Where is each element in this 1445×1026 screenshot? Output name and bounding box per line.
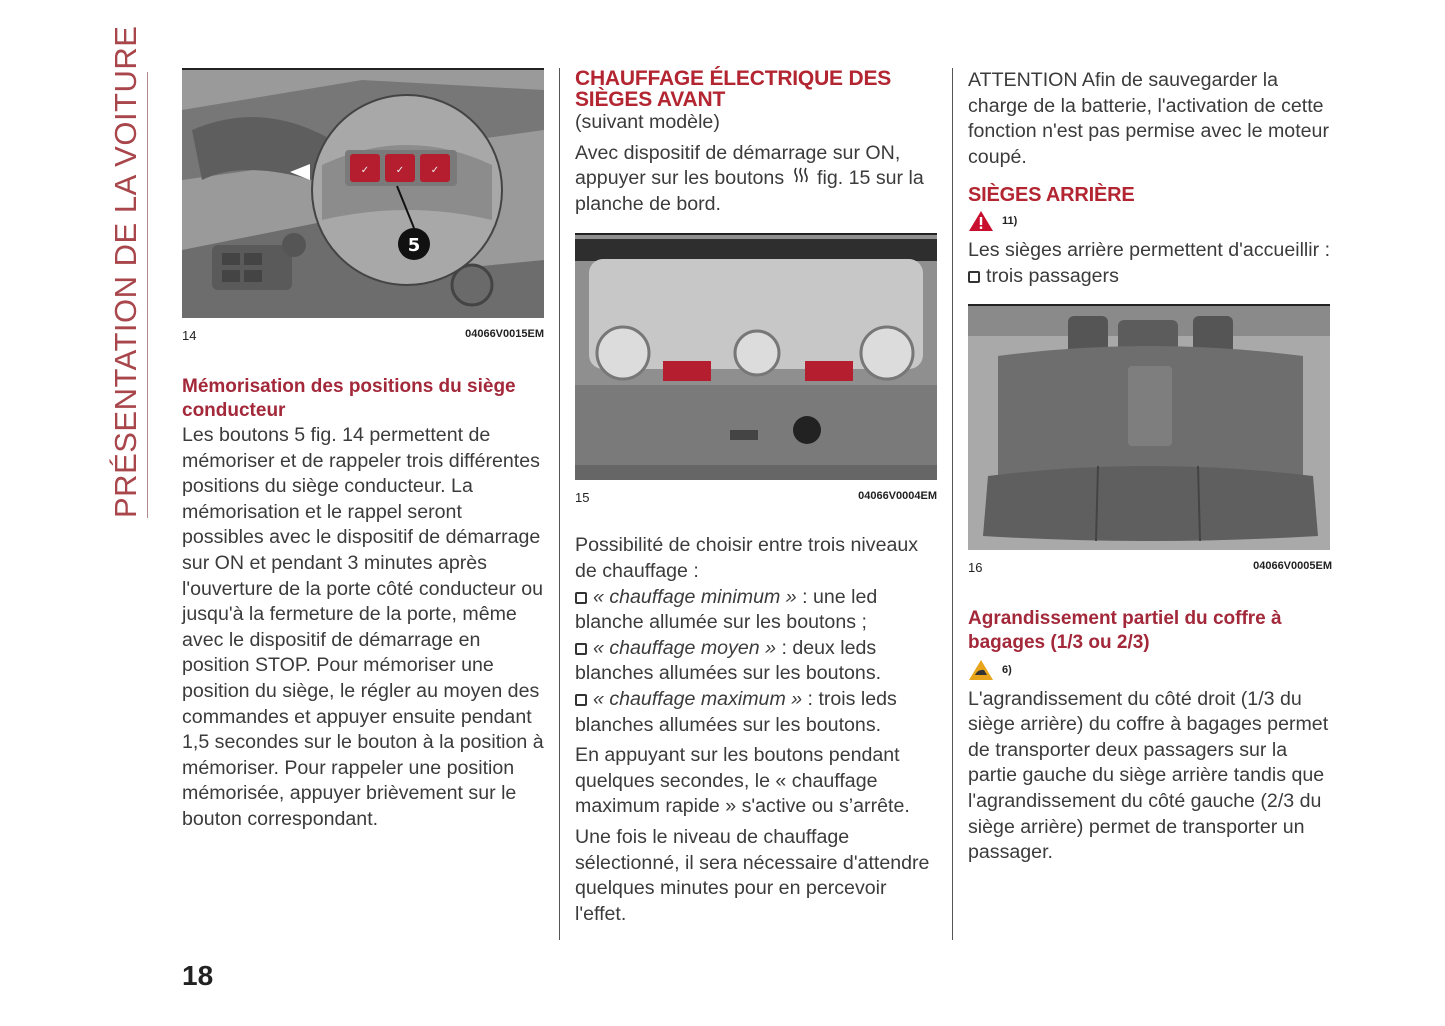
column-divider	[559, 68, 560, 940]
rear-seat-illustration	[968, 306, 1330, 550]
warning-reference: 11)	[968, 210, 1332, 232]
level-item: « chauffage minimum » : une led blanche allumée sur les boutons ;	[575, 585, 878, 634]
caution-triangle-icon	[968, 659, 994, 681]
section-side-title	[104, 25, 148, 518]
body-paragraph: En appuyant sur les boutons pendant quelques secondes, le « chauffage maximum rapide » s'active ou s’arrête.	[575, 744, 910, 818]
body-paragraph: Une fois le niveau de chauffage sélectionné, il sera nécessaire d'attendre quelques minutes pour en percevoir l'effet.	[575, 825, 930, 925]
figure-number: 15	[575, 490, 590, 506]
figure-code: 04066V0004EM	[858, 490, 937, 503]
svg-text:✓: ✓	[395, 165, 405, 176]
door-panel-illustration	[182, 70, 544, 318]
svg-text:✓: ✓	[430, 165, 440, 176]
section-heading: Mémorisation des positions du siège conducteur	[182, 376, 516, 421]
checkbox-bullet-icon	[575, 643, 587, 655]
rear-item: trois passagers	[968, 264, 1332, 290]
checkbox-bullet-icon	[968, 271, 980, 283]
figure-caption	[182, 328, 544, 343]
column-1	[182, 68, 544, 833]
checkbox-bullet-icon	[575, 592, 587, 604]
sub-heading: Agrandissement partiel du coffre à bagages (1/3 ou 2/3)	[968, 607, 1282, 653]
section-heading: CHAUFFAGE ÉLECTRIQUE DES SIÈGES AVANT	[575, 67, 892, 111]
intro-paragraph: Avec dispositif de démarrage sur ON, appuyer sur les boutons fig. 15 sur la planche de bord.	[575, 141, 924, 215]
figure-caption	[575, 490, 937, 505]
figure-number: 16	[968, 559, 983, 575]
column-divider	[952, 68, 953, 940]
figure-14	[182, 68, 544, 318]
figure-code: 04066V0015EM	[465, 328, 544, 340]
checkbox-bullet-icon	[575, 694, 587, 706]
figure-16	[968, 304, 1330, 550]
figure-number: 14	[182, 328, 197, 343]
column-3	[968, 68, 1332, 866]
page-number: 18	[182, 960, 214, 991]
levels-intro: Possibilité de choisir entre trois niveaux de chauffage :	[575, 534, 919, 582]
attention-paragraph: ATTENTION Afin de sauvegarder la charge de la batterie, l'activation de cette fonction n'est pas permise avec le moteur coupé.	[968, 69, 1329, 168]
body-paragraph: Les boutons 5 fig. 14 permettent de mémoriser et de rappeler trois différentes positions du siège conducteur. La mémorisation et le rappel seront possibles avec le dispositif de démarrage sur ON et pendant 3 minutes après l'ouverture de la porte côté conducteur ou jusqu'à la fermeture de la porte, même avec le dispositif de démarrage en position STOP. Pour mémoriser une position du siège, le régler au moyen des commandes et appuyer ensuite pendant 1,5 secondes sur le bouton à la position à mémoriser. Pour rappeler une position mémorisée, appuyer brièvement sur le bouton correspondant.	[182, 424, 544, 830]
section-heading: SIÈGES ARRIÈRE	[968, 184, 1135, 207]
body-paragraph: L'agrandissement du côté droit (1/3 du siège arrière) du coffre à bagages permet de transporter deux passagers sur la partie gauche du siège arrière tandis que l'agrandissement du côté gauche (2/3 du siège arrière) permet de transporter un passager.	[968, 687, 1329, 864]
callout-5: 5	[407, 235, 421, 256]
figure-15	[575, 233, 937, 480]
caution-reference: 6)	[968, 659, 1332, 681]
climate-panel-illustration	[575, 235, 937, 480]
column-2	[575, 68, 937, 927]
subtitle: (suivant modèle)	[575, 111, 720, 133]
figure-caption	[968, 560, 1332, 575]
level-item: « chauffage moyen » : deux leds blanches allumées sur les boutons.	[575, 636, 882, 685]
figure-code: 04066V0005EM	[1253, 559, 1332, 572]
danger-triangle-icon	[968, 210, 994, 232]
seat-heat-icon	[790, 167, 817, 189]
svg-text:✓: ✓	[360, 165, 370, 176]
side-title-text: PRÉSENTATION DE LA VOITURE	[108, 25, 143, 518]
rear-intro: Les sièges arrière permettent d'accueillir :	[968, 239, 1331, 262]
level-item: « chauffage maximum » : trois leds blanches allumées sur les boutons.	[575, 687, 897, 736]
